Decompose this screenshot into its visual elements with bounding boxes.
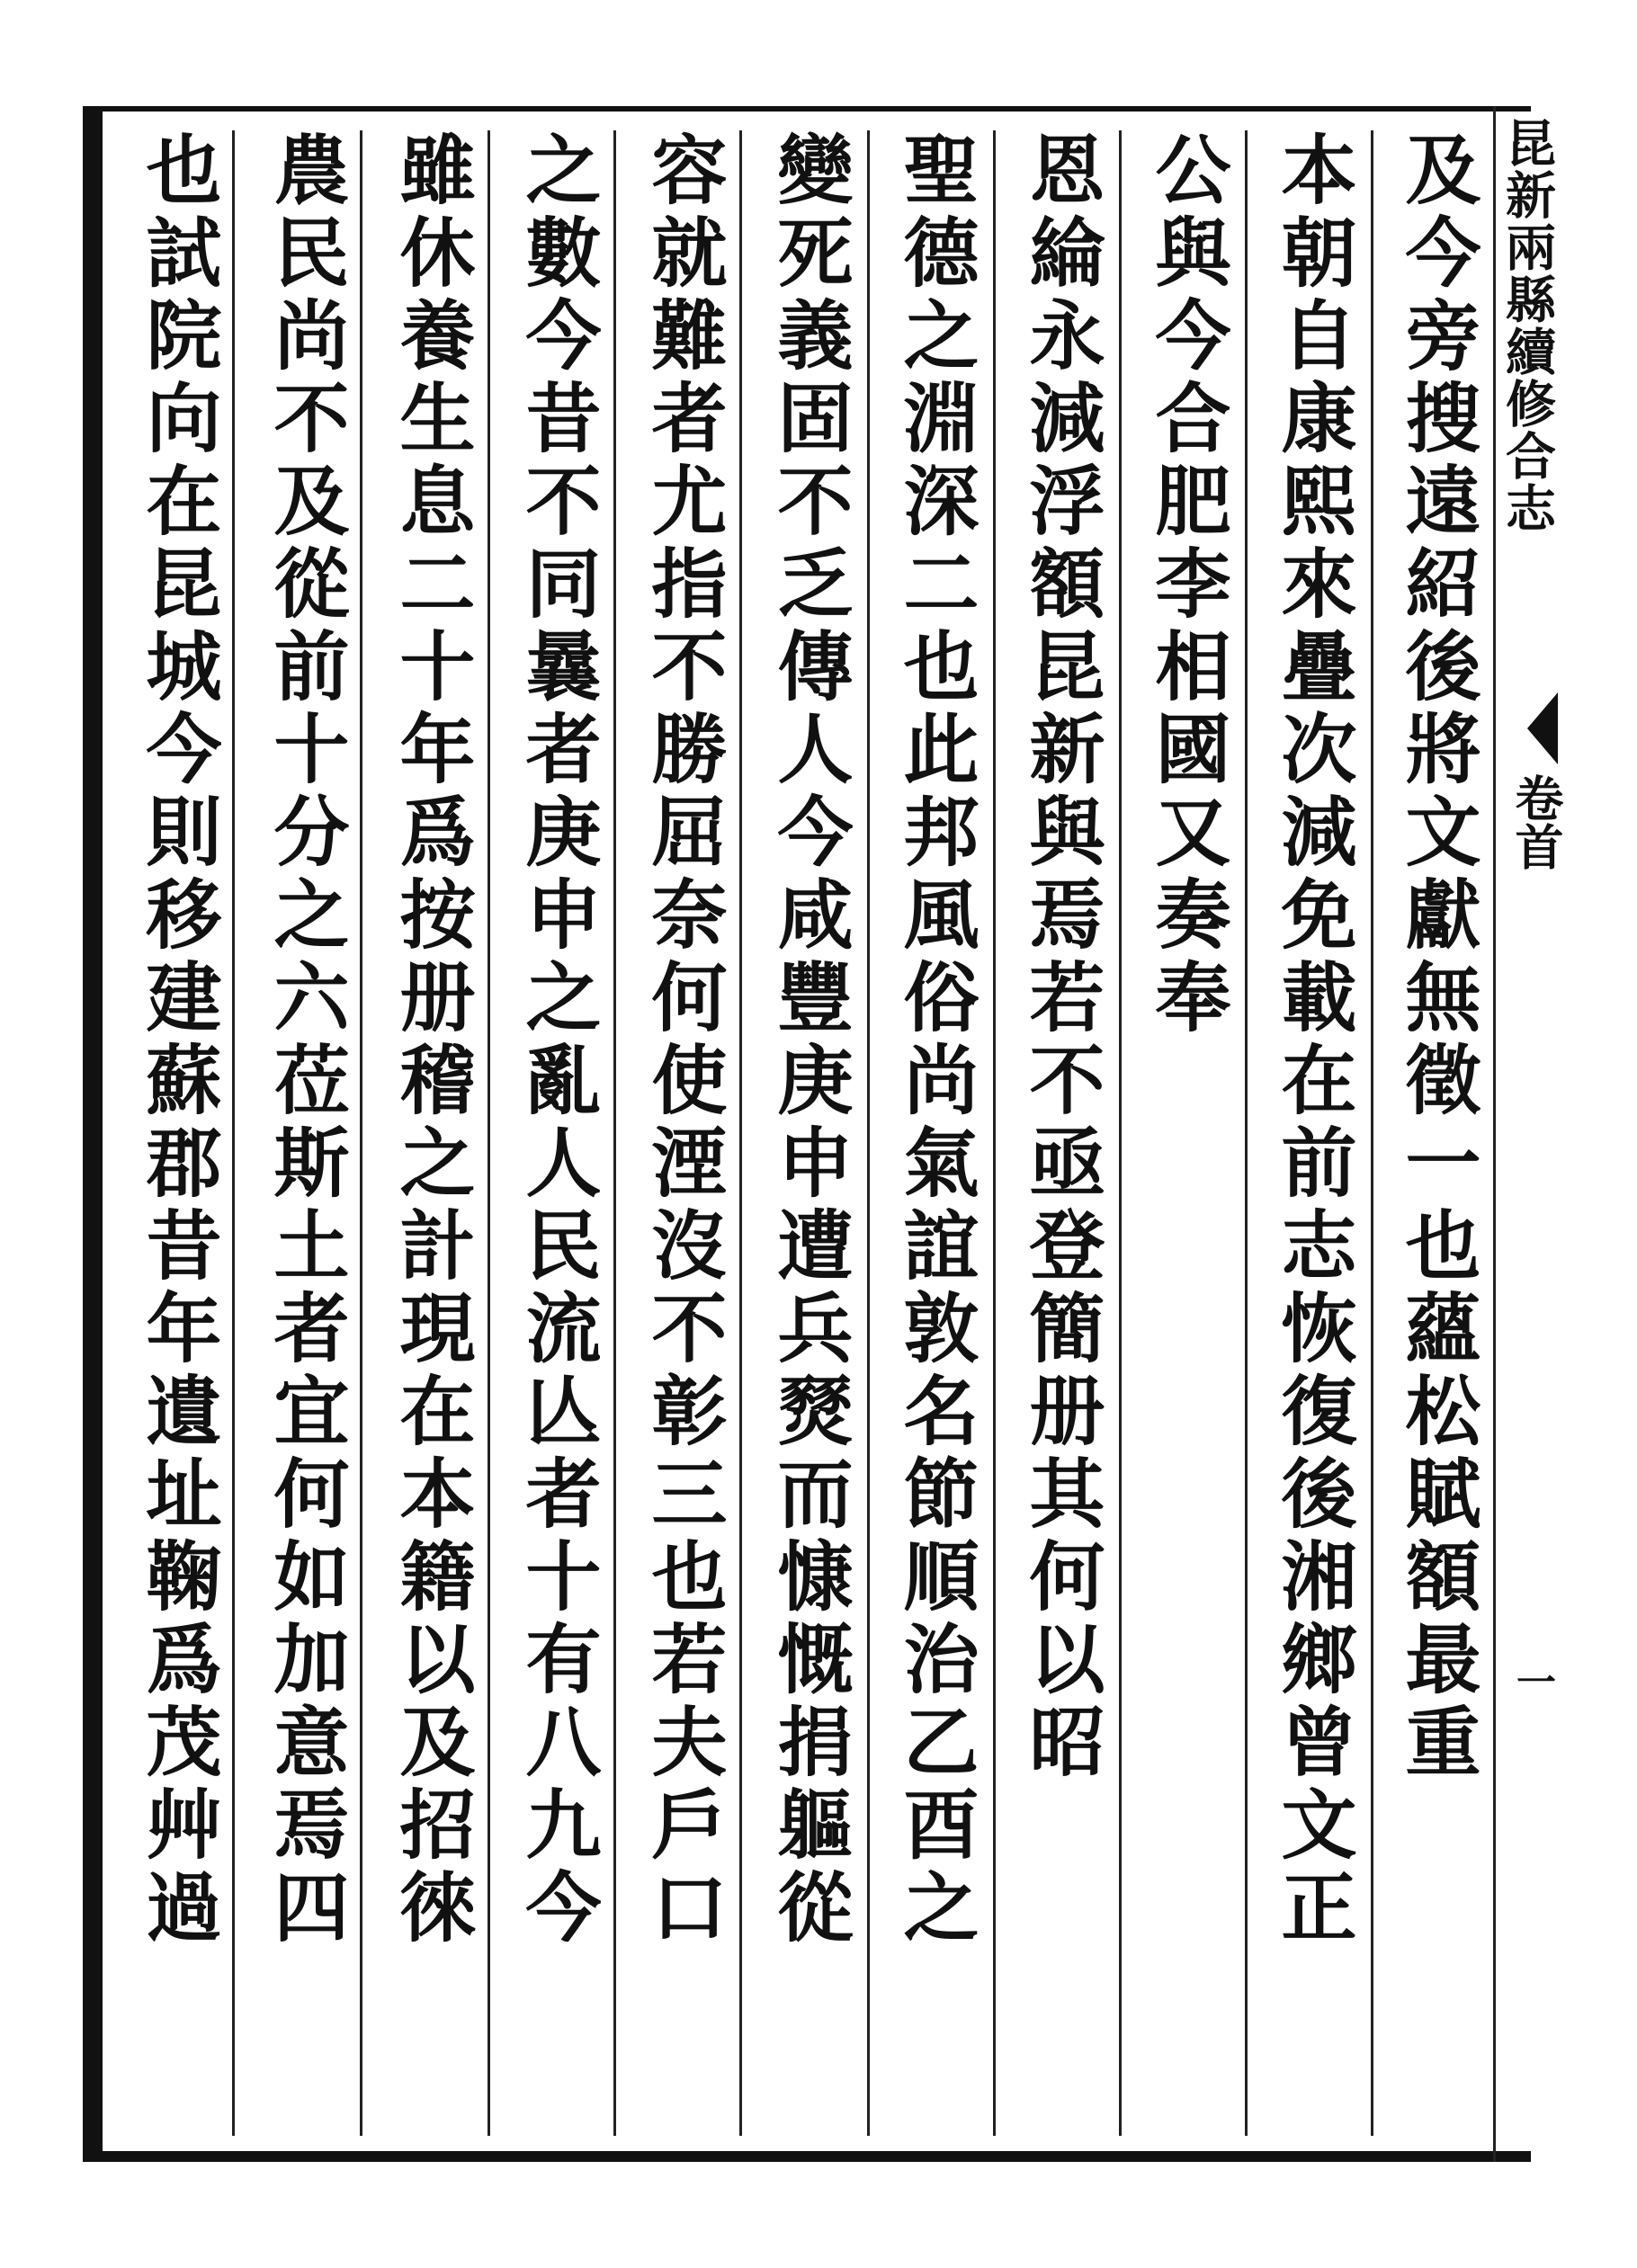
margin-volume-label: 卷首	[1507, 773, 1565, 871]
column-rule	[232, 130, 235, 2136]
text-column-3	[1142, 130, 1232, 2136]
column-rule	[1245, 130, 1248, 2136]
column-rule	[1119, 130, 1122, 2136]
text-column-10	[261, 130, 351, 2136]
text-column-7	[639, 130, 729, 2136]
text-column-9	[387, 130, 477, 2136]
frame-bottom-border	[83, 2151, 1531, 2162]
text-column-5	[890, 130, 980, 2136]
frame-top-border	[83, 106, 1531, 112]
column-text: 也試院向在昆城今則移建蘇郡昔年遺址鞠爲茂艸過	[134, 130, 223, 1951]
column-rule	[1371, 130, 1373, 2136]
column-text: 農民尚不及從前十分之六莅斯土者宜何如加意焉四	[262, 130, 351, 1951]
column-text: 本朝自康熙來疊次減免載在前志恢復後湘鄉曾文正	[1269, 130, 1358, 1951]
column-rule	[739, 130, 742, 2136]
column-text: 變死義固不乏傳人今咸豐庚申遭兵燹而慷慨捐軀從	[765, 130, 854, 1951]
column-rule	[488, 130, 490, 2136]
fish-tail-mark-icon	[1497, 692, 1558, 764]
column-rule	[867, 130, 870, 2136]
column-text: 聖德之淵深二也此邦風俗尚氣誼敦名節順治乙酉之	[891, 130, 980, 1951]
text-column-8	[513, 130, 603, 2136]
text-column-2	[1268, 130, 1358, 2136]
margin-page-number: 一	[1516, 1660, 1556, 1706]
column-text: 恩綸永減浮額昆新與焉若不亟登簡册其何以昭	[1017, 130, 1106, 1785]
column-rule	[360, 130, 362, 2136]
text-column-11	[133, 130, 223, 2136]
column-rule	[993, 130, 996, 2136]
text-column-6	[765, 130, 854, 2136]
column-text: 雖休養生息二十年爲按册稽之計現在本籍以及招徠	[388, 130, 477, 1951]
column-text: 之數今昔不同曩者庚申之亂人民流亾者十有八九今	[514, 130, 603, 1951]
frame-left-border	[83, 106, 103, 2162]
column-rule	[613, 130, 616, 2136]
column-text: 公與今合肥李相國又奏奉	[1143, 130, 1232, 1040]
margin-book-title: 昆新兩縣續修合志	[1498, 117, 1557, 534]
column-text: 及今旁搜遠紹後將文獻無徵一也蘊松賦額最重	[1393, 130, 1482, 1785]
text-column-1	[1392, 130, 1482, 2136]
frame-right-border	[1493, 106, 1496, 2162]
text-column-4	[1016, 130, 1106, 2136]
column-text: 容就難者尤指不勝屈奈何使湮沒不彰三也若夫戶口	[640, 130, 729, 1951]
